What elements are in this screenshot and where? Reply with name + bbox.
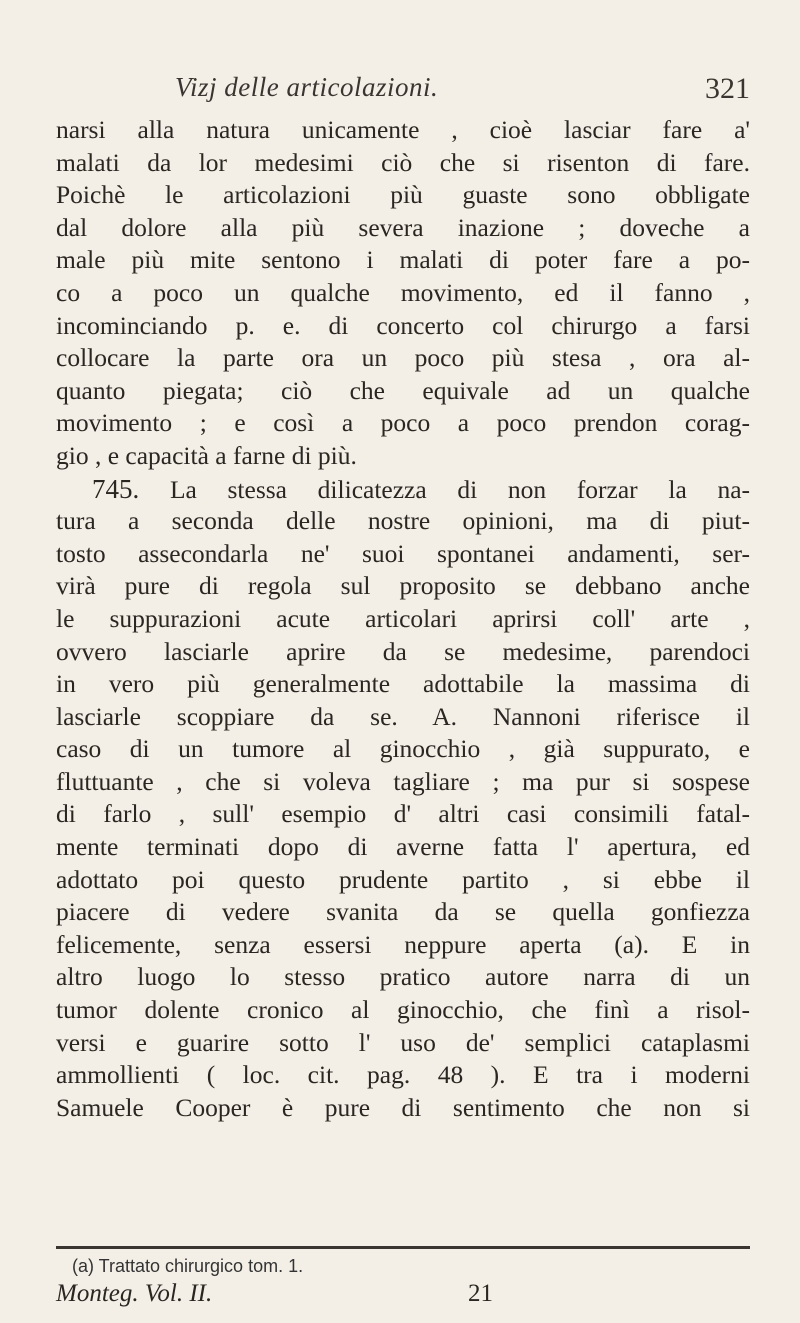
text-line: narsi alla natura unicamente , cioè lasciar fare a' xyxy=(56,115,750,144)
running-title: Vizj delle articolazioni. xyxy=(175,72,439,102)
text-line: collocare la parte ora un poco più stesa , ora al- xyxy=(56,343,750,373)
text-line: Samuele Cooper è pure di sentimento che non si xyxy=(56,1092,750,1122)
text-line: caso di un tumore al ginocchio , già suppurato, e xyxy=(56,734,750,764)
signature-line xyxy=(56,1280,750,1314)
text-line: ammollienti ( loc. cit. pag. 48 ). E tra i moderni xyxy=(56,1060,750,1090)
text-line: altro luogo lo stesso pratico autore narra di un xyxy=(56,962,750,992)
text-line: Poichè le articolazioni più guaste sono obbligate xyxy=(56,180,750,210)
text-line: le suppurazioni acute articolari aprirsi coll' arte , xyxy=(56,603,750,633)
signature-mark: Monteg. Vol. II. xyxy=(56,1280,213,1307)
body-text xyxy=(56,114,750,1124)
section-first-line xyxy=(56,473,750,506)
page-header xyxy=(0,72,800,112)
text-line: felicemente, senza essersi neppure aperta (a). E in xyxy=(56,929,750,959)
text-line: piacere di vedere svanita da se quella gonfiezza xyxy=(56,897,750,927)
text-line: versi e guarire sotto l' uso de' semplici cataplasmi xyxy=(56,1027,750,1057)
text-line: tumor dolente cronico al ginocchio, che finì a risol- xyxy=(56,995,750,1025)
text-line: di farlo , sull' esempio d' altri casi consimili fatal- xyxy=(56,799,750,829)
text-line: malati da lor medesimi ciò che si risenton di fare. xyxy=(56,147,750,177)
text-line: tura a seconda delle nostre opinioni, ma di piut- xyxy=(56,506,750,536)
text-line: incominciando p. e. di concerto col chirurgo a farsi xyxy=(56,310,750,340)
text-line: adottato poi questo prudente partito , si ebbe il xyxy=(56,864,750,894)
text-line: virà pure di regola sul proposito se debbano anche xyxy=(56,571,750,601)
page-number: 321 xyxy=(705,72,750,105)
footnote-divider xyxy=(56,1246,750,1249)
section-lead-text: La stessa dilicatezza di non forzar la na- xyxy=(169,474,750,504)
text-line: mente terminati dopo di averne fatta l' apertura, ed xyxy=(56,832,750,862)
gathering-number: 21 xyxy=(468,1280,493,1307)
text-line: quanto piegata; ciò che equivale ad un qualche xyxy=(56,375,750,405)
text-line: movimento ; e così a poco a poco prendon corag- xyxy=(56,408,750,438)
text-line: tosto assecondarla ne' suoi spontanei andamenti, ser- xyxy=(56,538,750,568)
text-line: ovvero lasciarle aprire da se medesime, parendoci xyxy=(56,636,750,666)
text-line: dal dolore alla più severa inazione ; doveche a xyxy=(56,212,750,242)
text-line: fluttuante , che si voleva tagliare ; ma pur si sospese xyxy=(56,766,750,796)
text-line: male più mite sentono i malati di poter fare a po- xyxy=(56,245,750,275)
text-line: in vero più generalmente adottabile la massima di xyxy=(56,669,750,699)
section-number: 745. xyxy=(92,473,140,504)
text-line: co a poco un qualche movimento, ed il fanno , xyxy=(56,277,750,307)
text-line: lasciarle scoppiare da se. A. Nannoni riferisce il xyxy=(56,701,750,731)
footnote: (a) Trattato chirurgico tom. 1. xyxy=(72,1256,304,1276)
text-line: gio , e capacità a farne di più. xyxy=(56,440,357,470)
